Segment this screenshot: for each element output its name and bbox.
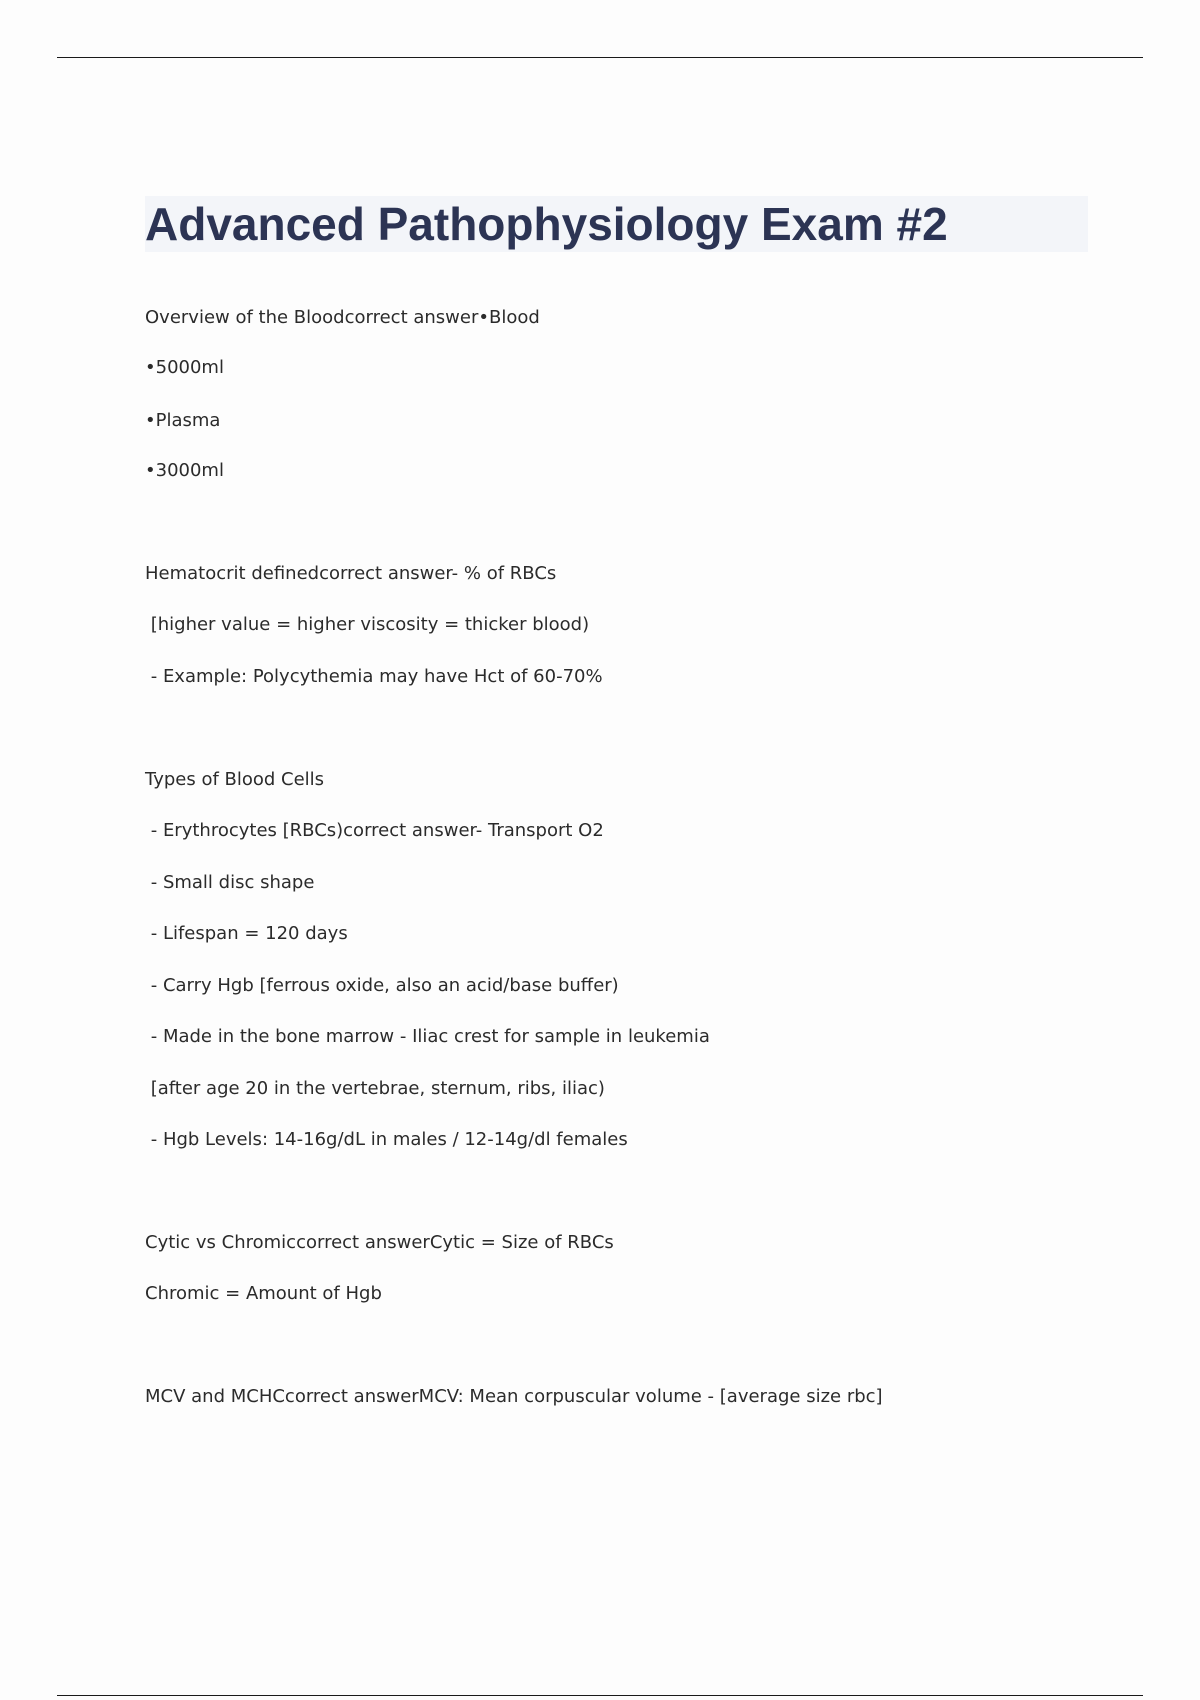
top-rule (57, 57, 1143, 58)
text-line: Types of Blood Cells (145, 769, 325, 790)
text-line: Overview of the Bloodcorrect answer•Blood (145, 307, 540, 328)
text-line: •5000ml (145, 357, 224, 378)
text-line: - Carry Hgb [ferrous oxide, also an acid/base buffer) (145, 975, 619, 996)
text-line: Cytic vs Chromiccorrect answerCytic = Size of RBCs (145, 1232, 614, 1253)
text-line: - Example: Polycythemia may have Hct of 60-70% (145, 666, 603, 687)
text-line: Chromic = Amount of Hgb (145, 1283, 382, 1304)
text-line: •3000ml (145, 460, 224, 481)
text-line: - Erythrocytes [RBCs)correct answer- Transport O2 (145, 820, 604, 841)
text-line: - Made in the bone marrow - Iliac crest for sample in leukemia (145, 1026, 710, 1047)
text-line: - Lifespan = 120 days (145, 923, 348, 944)
text-line: - Hgb Levels: 14-16g/dL in males / 12-14g/dl females (145, 1129, 628, 1150)
text-line: - Small disc shape (145, 872, 315, 893)
text-line: [higher value = higher viscosity = thicker blood) (145, 614, 590, 635)
text-line: •Plasma (145, 410, 221, 431)
document-title: Advanced Pathophysiology Exam #2 (145, 198, 948, 250)
text-line: Hematocrit definedcorrect answer- % of RBCs (145, 563, 557, 584)
bottom-rule (57, 1695, 1143, 1696)
text-line: MCV and MCHCcorrect answerMCV: Mean corpuscular volume - [average size rbc] (145, 1386, 883, 1407)
text-line: [after age 20 in the vertebrae, sternum, ribs, iliac) (145, 1078, 605, 1099)
